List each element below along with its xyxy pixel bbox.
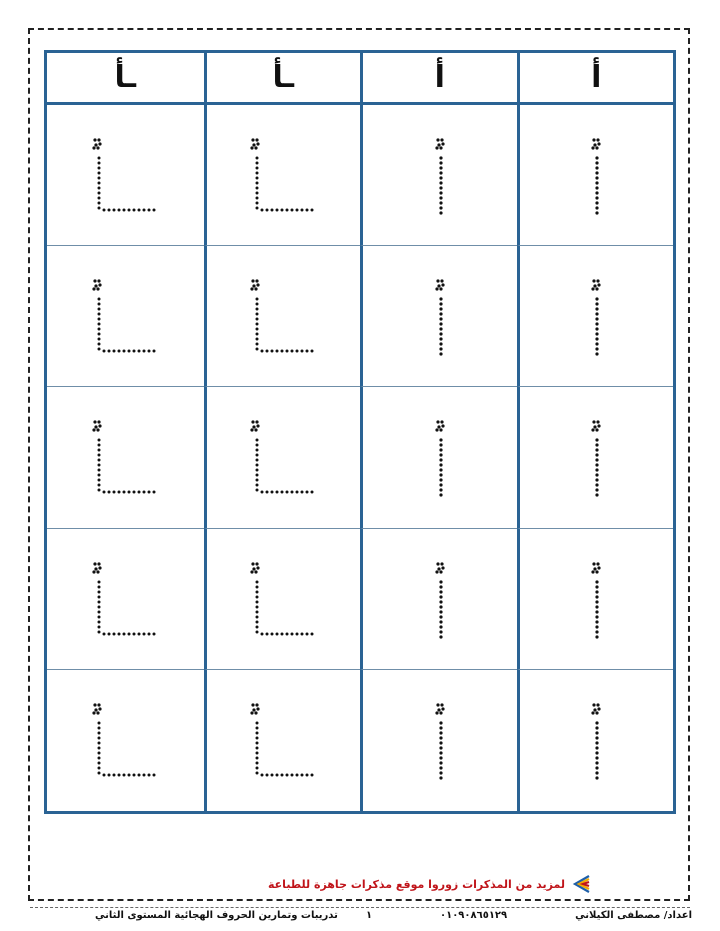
- tracing-cell: [47, 246, 204, 387]
- tracing-cell: [204, 529, 361, 670]
- dotted-final-alef-hamza-trace: [243, 130, 323, 220]
- tracing-cell: [204, 670, 361, 811]
- dotted-alef-hamza-trace: [400, 412, 480, 502]
- column-header-letter: أ: [360, 53, 517, 105]
- tracing-cell: [204, 105, 361, 246]
- tracing-cell: [360, 105, 517, 246]
- tracing-cell: [47, 670, 204, 811]
- dotted-alef-hamza-trace: [556, 695, 636, 785]
- tracing-cell: [517, 246, 674, 387]
- tracing-cell: [204, 387, 361, 528]
- tracing-cell: [517, 670, 674, 811]
- tracing-cell: [517, 529, 674, 670]
- dotted-alef-hamza-trace: [556, 130, 636, 220]
- dotted-alef-hamza-trace: [556, 271, 636, 361]
- tracing-cell: [360, 529, 517, 670]
- column-header-letter: أ: [517, 53, 674, 105]
- page-number: ١: [366, 910, 373, 921]
- phone-number: ٠١٠٩٠٨٦٥١٢٩: [440, 910, 508, 921]
- dotted-alef-hamza-trace: [400, 554, 480, 644]
- dotted-alef-hamza-trace: [556, 412, 636, 502]
- letter-tracing-grid: [44, 50, 676, 814]
- dotted-alef-hamza-trace: [400, 695, 480, 785]
- column-header-letter: ـأ: [47, 53, 204, 105]
- layered-chevron-logo-icon: [571, 875, 591, 893]
- dotted-final-alef-hamza-trace: [243, 695, 323, 785]
- dotted-final-alef-hamza-trace: [85, 271, 165, 361]
- dotted-final-alef-hamza-trace: [85, 412, 165, 502]
- dotted-final-alef-hamza-trace: [85, 554, 165, 644]
- tracing-cell: [47, 529, 204, 670]
- tracing-cell: [360, 246, 517, 387]
- column-header-letter: ـأ: [204, 53, 361, 105]
- dotted-final-alef-hamza-trace: [243, 554, 323, 644]
- author-credit: اعداد/ مصطفى الكيلاني: [575, 910, 692, 921]
- dotted-alef-hamza-trace: [556, 554, 636, 644]
- dotted-final-alef-hamza-trace: [85, 130, 165, 220]
- tracing-cell: [360, 670, 517, 811]
- tracing-cell: [517, 387, 674, 528]
- book-title: تدريبات وتمارين الحروف الهجائية المستوى الثاني: [95, 910, 338, 921]
- dotted-final-alef-hamza-trace: [85, 695, 165, 785]
- dotted-final-alef-hamza-trace: [243, 412, 323, 502]
- tracing-cell: [360, 387, 517, 528]
- tracing-cell: [47, 387, 204, 528]
- brand-text: لمزيد من المذكرات زوروا موقع مذكرات جاهزة للطباعة: [268, 877, 565, 891]
- tracing-cell: [204, 246, 361, 387]
- dotted-alef-hamza-trace: [400, 130, 480, 220]
- footer-brand: [268, 873, 591, 895]
- tracing-cell: [47, 105, 204, 246]
- tracing-cell: [517, 105, 674, 246]
- footer-divider: [30, 907, 690, 908]
- dotted-alef-hamza-trace: [400, 271, 480, 361]
- dotted-final-alef-hamza-trace: [243, 271, 323, 361]
